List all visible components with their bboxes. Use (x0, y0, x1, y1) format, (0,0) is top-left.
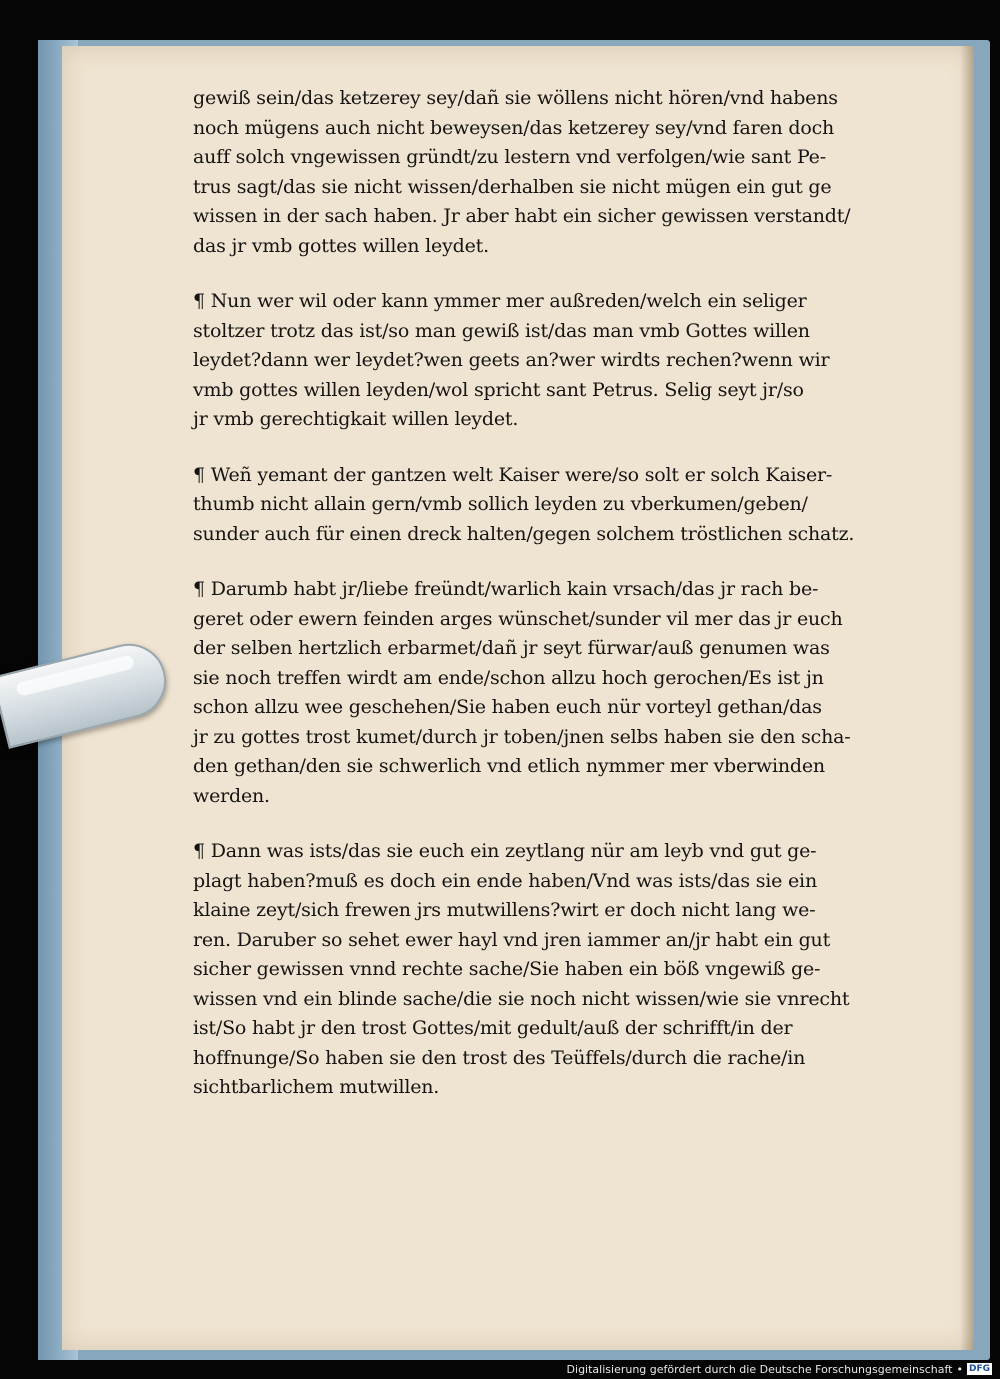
text-line: auff solch vngewissen gründt/zu lestern vnd verfolgen/wie sant Pe‑ (193, 146, 826, 168)
text-line: vmb gottes willen leyden/wol spricht sant Petrus. Selig seyt jr/so (193, 378, 804, 401)
text-line: klaine zeyt/sich frewen jrs mutwillens?wirt er doch nicht lang we‑ (193, 899, 816, 921)
text-line: ¶ Weñ yemant der gantzen welt Kaiser were/so solt er solch Kaiser‑ (193, 463, 833, 486)
text-line: thumb nicht allain gern/vmb sollich leyden zu vberkumen/geben/ (193, 493, 808, 515)
dfg-logo: DFG (968, 1364, 990, 1374)
text-line: ist/So habt jr den trost Gottes/mit gedult/auß der schrifft/in der (193, 1017, 793, 1039)
text-line: den gethan/den sie schwerlich vnd etlich nymmer mer vberwinden (193, 755, 825, 777)
text-line: geret oder ewern feinden arges wünschet/sunder vil mer das jr euch (193, 607, 843, 630)
paragraph (193, 575, 873, 811)
clip-highlight (15, 654, 135, 697)
text-line: werden. (193, 784, 270, 807)
text-line: wissen in der sach haben. Jr aber habt ein sicher gewissen verstandt/ (193, 205, 851, 227)
text-line: jr vmb gerechtigkait willen leydet. (193, 408, 519, 430)
paragraph (193, 84, 873, 261)
text-line: sie noch treffen wirdt am ende/schon allzu hoch gerochen/Es ist jn (193, 666, 824, 689)
text-line: plagt haben?muß es doch ein ende haben/Vnd was ists/das sie ein (193, 869, 817, 892)
credit-text: Digitalisierung gefördert durch die Deutsche Forschungsgemeinschaft (566, 1362, 953, 1376)
credit-separator: • (956, 1362, 963, 1376)
paragraph (193, 287, 873, 435)
digitization-credit (567, 1361, 992, 1377)
text-line: jr zu gottes trost kumet/durch jr toben/jnen selbs haben sie den scha‑ (193, 725, 851, 748)
page-text (193, 84, 873, 1129)
text-line: ren. Daruber so sehet ewer hayl vnd jren iammer an/jr habt ein gut (193, 928, 831, 951)
text-line: noch mügens auch nicht beweysen/das ketzerey sey/vnd faren doch (193, 116, 835, 139)
text-line: das jr vmb gottes willen leydet. (193, 234, 489, 257)
text-line: schon allzu wee geschehen/Sie haben euch nür vorteyl gethan/das (193, 696, 822, 718)
text-line: ¶ Nun wer wil oder kann ymmer mer außreden/welch ein seliger (193, 290, 807, 312)
text-line: ¶ Darumb habt jr/liebe freündt/warlich kain vrsach/das jr rach be‑ (193, 578, 819, 600)
text-line: hoffnunge/So haben sie den trost des Teüffels/durch die rache/in (193, 1046, 806, 1069)
page-gutter-shadow (960, 46, 974, 1350)
text-line: stoltzer trotz das ist/so man gewiß ist/das man vmb Gottes willen (193, 319, 810, 342)
text-line: wissen vnd ein blinde sache/die sie noch nicht wissen/wie sie vnrecht (193, 987, 850, 1010)
text-line: gewiß sein/das ketzerey sey/dañ sie wöllens nicht hören/vnd habens (193, 87, 838, 109)
text-line: trus sagt/das sie nicht wissen/derhalben sie nicht mügen ein gut ge (193, 175, 832, 198)
paragraph (193, 461, 873, 550)
text-line: sichtbarlichem mutwillen. (193, 1076, 440, 1098)
text-line: sunder auch für einen dreck halten/gegen solchem tröstlichen schatz. (193, 522, 855, 545)
text-line: der selben hertzlich erbarmet/dañ jr seyt fürwar/auß genumen was (193, 637, 830, 659)
text-line: leydet?dann wer leydet?wen geets an?wer wirdts rechen?wenn wir (193, 349, 830, 371)
text-line: ¶ Dann was ists/das sie euch ein zeytlang nür am leyb vnd gut ge‑ (193, 840, 817, 862)
text-line: sicher gewissen vnnd rechte sache/Sie haben ein böß vngewiß ge‑ (193, 958, 821, 980)
paragraph (193, 837, 873, 1103)
